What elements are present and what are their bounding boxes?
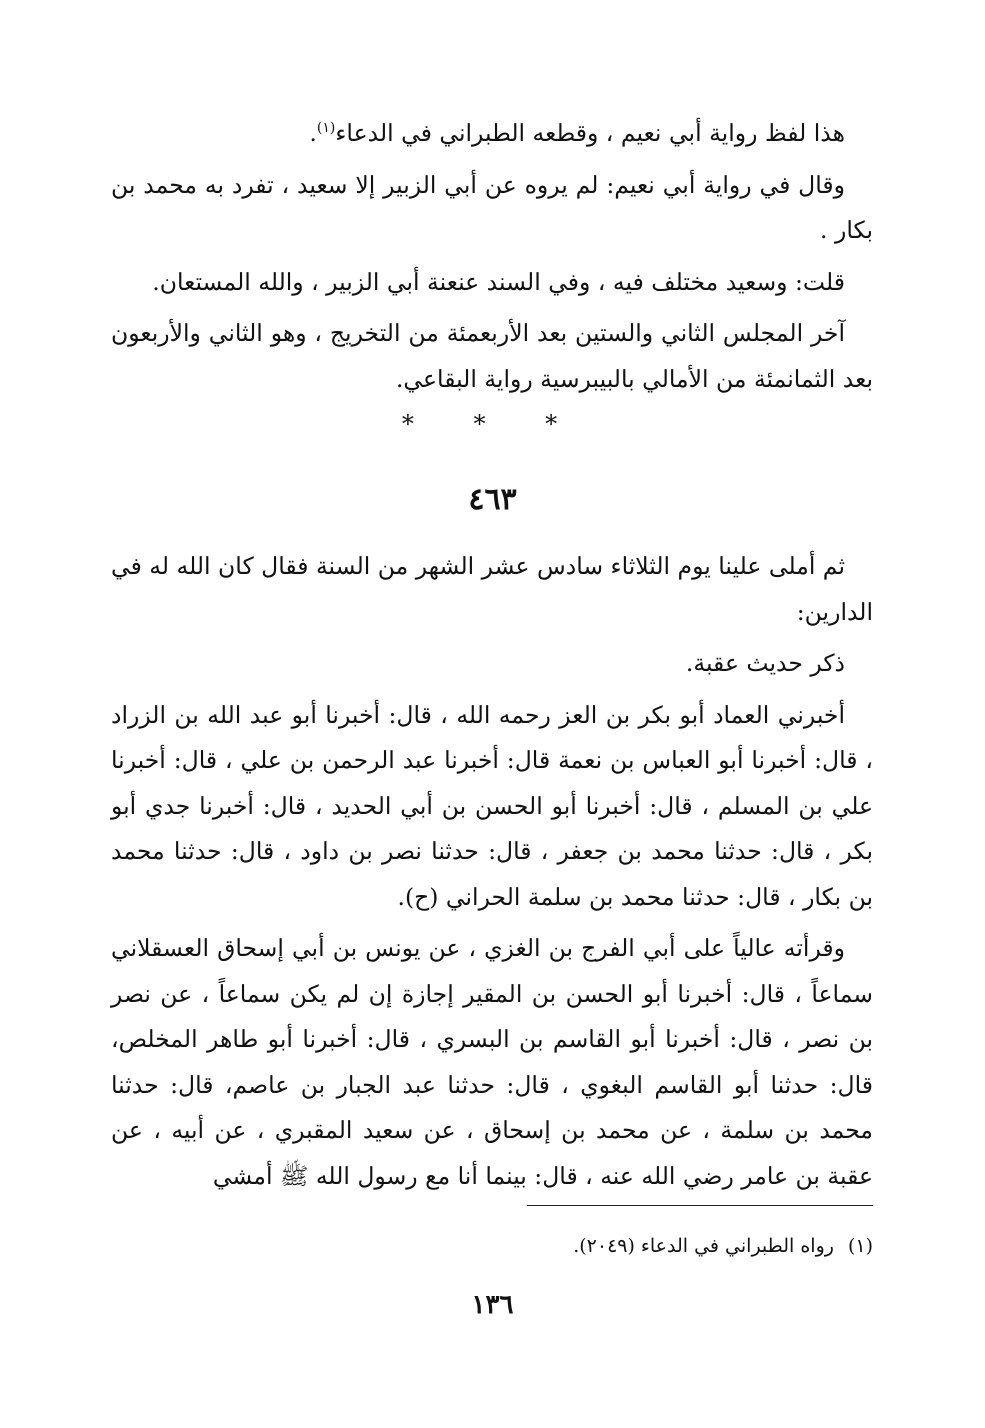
entry-number: ٤٦٣ — [468, 482, 517, 517]
footnote-divider — [527, 1205, 873, 1206]
paragraph-4: آخر المجلس الثاني والستين بعد الأربعمئة من التخريج ، وهو الثاني والأربعون بعد الثمانمئة من الأمالي بالبيبرسية رواية البقاعي. — [111, 319, 873, 393]
text-section-top — [111, 111, 873, 402]
paragraph-3: قلت: وسعيد مختلف فيه ، وفي السند عنعنة أبي الزبير ، والله المستعان. — [152, 267, 845, 296]
page-number: ١٣٦ — [471, 1290, 514, 1320]
footnote — [373, 1231, 873, 1261]
paragraph-7: أخبرني العماد أبو بكر بن العز رحمه الله ، قال: أخبرنا أبو عبد الله بن الزراد ، قال: أخبرنا أبو العباس بن نعمة قال: أخبرنا عبد الرحمن بن علي ، قال: أخبرنا علي بن المسلم ، قال: أخبرنا أبو الحسن بن أبي الحديد ، قال: أخبرنا جدي أبو بكر ، قال: حدثنا محمد بن جعفر ، قال: حدثنا نصر بن داود ، قال: حدثنا محمد بن بكار ، قال: حدثنا محمد بن سلمة الحراني (ح). — [111, 700, 873, 911]
footnote-text: رواه الطبراني في الدعاء (٢٠٤٩). — [573, 1235, 834, 1257]
paragraph-1 — [111, 111, 873, 157]
text-section-main — [111, 544, 873, 1199]
footnote-marker: (١) — [847, 1235, 873, 1257]
footnote-reference[interactable]: (١) — [316, 120, 336, 137]
paragraph-8: وقرأته عالياً على أبي الفرج بن الغزي ، عن يونس بن أبي إسحاق العسقلاني سماعاً ، قال: أخبرنا أبو الحسن بن المقير إجازة إن لم يكن سماعاً ، عن نصر بن نصر ، قال: أخبرنا أبو القاسم بن البسري ، قال: أخبرنا أبو طاهر المخلص، قال: حدثنا أبو القاسم البغوي ، قال: حدثنا عبد الجبار بن عاصم، قال: حدثنا محمد بن سلمة ، عن محمد بن إسحاق ، عن سعيد المقبري ، عن أبيه ، عن عقبة بن عامر رضي الله عنه ، قال: بينما أنا مع رسول الله ﷺ أمشي — [111, 934, 873, 1190]
paragraph-6: ذكر حديث عقبة. — [685, 649, 845, 677]
paragraph-1-end: . — [309, 119, 317, 147]
paragraph-2: وقال في رواية أبي نعيم: لم يروه عن أبي الزبير إلا سعيد ، تفرد به محمد بن بكار . — [111, 170, 873, 244]
section-separator: * * * — [401, 410, 584, 438]
paragraph-5: ثم أملى علينا يوم الثلاثاء سادس عشر الشهر من السنة فقال كان الله له في الدارين: — [110, 552, 873, 626]
paragraph-1-text: هذا لفظ رواية أبي نعيم ، وقطعه الطبراني في الدعاء — [335, 119, 845, 147]
